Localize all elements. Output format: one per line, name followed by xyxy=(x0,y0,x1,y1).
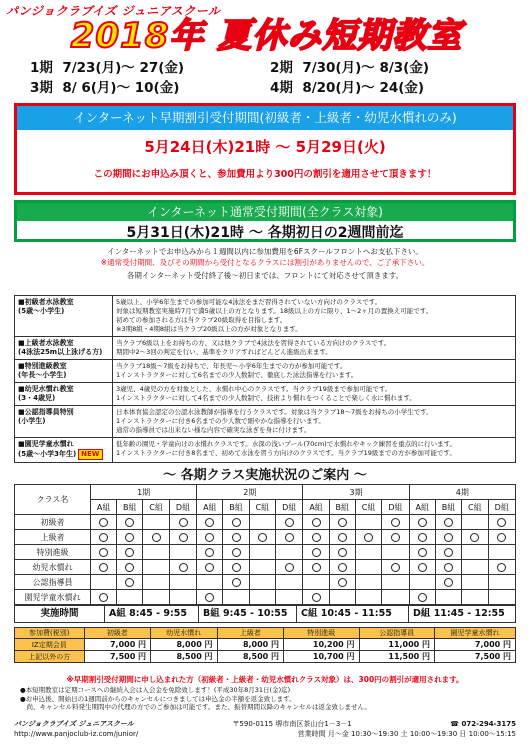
period-2: 2期 7/30(月)～ 8/3(金) xyxy=(270,60,430,76)
class-description: 3歳児、4歳児の方を対象とした、水慣れ中心のクラスです。当クラブ19級まで参加可能です。 1インストラクターに対して4名までの少人数制で、技術より慣れをつくることで楽しく水に慣れます。 xyxy=(113,383,516,406)
grid-cell xyxy=(117,545,143,560)
grid-cell xyxy=(143,545,169,560)
price-value: 8,500 円 xyxy=(151,651,217,663)
grid-cell xyxy=(169,545,196,560)
available-circle-icon xyxy=(497,518,506,527)
grid-cell xyxy=(462,575,488,590)
grid-row xyxy=(15,545,516,560)
grid-group-header: C組 xyxy=(249,500,275,515)
grid-cell xyxy=(223,545,249,560)
grid-cell xyxy=(197,545,223,560)
price-value: 8,000 円 xyxy=(217,639,283,651)
grid-cell xyxy=(488,515,516,530)
grid-cell xyxy=(382,575,409,590)
available-circle-icon xyxy=(285,518,294,527)
grid-cell xyxy=(488,530,516,545)
early-header: インターネット早期割引受付期間(初級者・上級者・幼児水慣れのみ) xyxy=(17,106,513,130)
info-line-3: 各期インターネット受付終了後～初日までは、フロントにて対応させて頂きます。 xyxy=(126,271,404,280)
class-description-table xyxy=(14,295,516,463)
grid-group-header: B組 xyxy=(223,500,249,515)
price-value: 7,500 円 xyxy=(84,651,150,663)
grid-cell xyxy=(462,560,488,575)
price-header: 参加費(税別) xyxy=(15,628,85,639)
period-3: 3期 8/ 6(月)～ 10(金) xyxy=(30,80,180,96)
grid-cell xyxy=(409,560,435,575)
price-value: 10,700 円 xyxy=(284,651,360,663)
footer-address: 〒590-0115 堺市南区茶山台1－3－1 xyxy=(232,720,352,728)
grid-cell xyxy=(329,575,355,590)
grid-cell xyxy=(409,590,435,605)
grid-cell xyxy=(462,590,488,605)
available-circle-icon xyxy=(312,548,321,557)
grid-cell xyxy=(143,575,169,590)
grid-cell xyxy=(435,590,461,605)
available-circle-icon xyxy=(312,563,321,572)
grid-group-header: D組 xyxy=(169,500,196,515)
available-circle-icon xyxy=(391,563,400,572)
early-dates: 5月24日(木)21時 ～ 5月29日(火) xyxy=(144,138,386,156)
grid-group-header: A組 xyxy=(303,500,329,515)
available-circle-icon xyxy=(312,593,321,602)
normal-header: インターネット通常受付期間(全クラス対象) xyxy=(17,203,513,221)
grid-cell xyxy=(329,560,355,575)
available-circle-icon xyxy=(179,518,188,527)
price-value: 7,500 円 xyxy=(435,651,516,663)
available-circle-icon xyxy=(205,533,214,542)
grid-cell xyxy=(91,590,117,605)
price-row xyxy=(15,639,516,651)
time-slots xyxy=(14,605,516,623)
grid-cell xyxy=(91,560,117,575)
grid-cell xyxy=(117,560,143,575)
grid-cell xyxy=(169,560,196,575)
available-circle-icon xyxy=(418,533,427,542)
grid-cell xyxy=(197,575,223,590)
grid-cell xyxy=(355,575,381,590)
class-row xyxy=(15,383,516,406)
class-row xyxy=(15,360,516,383)
class-description: 当クラブ18級～7級をお持ちで、年長児～小学6年生までの方が参加可能です。 1インストラクターに対して6名までの少人数制で、徹底した泳法指導を行います。 xyxy=(113,360,516,383)
available-circle-icon xyxy=(338,578,347,587)
grid-cell xyxy=(276,560,303,575)
available-circle-icon xyxy=(125,563,134,572)
available-circle-icon xyxy=(232,518,241,527)
available-circle-icon xyxy=(470,533,479,542)
grid-class-name: 幼児水慣れ xyxy=(15,560,91,575)
available-circle-icon xyxy=(99,533,108,542)
class-row xyxy=(15,406,516,438)
grid-cell xyxy=(329,515,355,530)
time-slot-c: C組 10:45 - 11:55 xyxy=(297,606,409,622)
grid-cell xyxy=(223,530,249,545)
grid-cell xyxy=(435,560,461,575)
available-circle-icon xyxy=(258,533,267,542)
time-slot-a: A組 8:45 - 9:55 xyxy=(105,606,199,622)
grid-group-header: B組 xyxy=(117,500,143,515)
available-circle-icon xyxy=(125,533,134,542)
schedule-grid xyxy=(14,484,516,605)
grid-cell xyxy=(488,560,516,575)
available-circle-icon xyxy=(205,548,214,557)
price-header: 園児学童水慣れ xyxy=(435,628,516,639)
class-name: ■幼児水慣れ教室 (3・4歳児) xyxy=(15,383,113,406)
grid-row xyxy=(15,575,516,590)
price-value: 11,000 円 xyxy=(359,639,435,651)
available-circle-icon xyxy=(99,518,108,527)
grid-cell xyxy=(249,515,275,530)
grid-cell xyxy=(435,530,461,545)
class-name: ■特別進級教室 (年長～小学生) xyxy=(15,360,113,383)
price-header: 初級者 xyxy=(84,628,150,639)
available-circle-icon xyxy=(418,593,427,602)
price-value: 8,500 円 xyxy=(217,651,283,663)
available-circle-icon xyxy=(338,548,347,557)
grid-cell xyxy=(249,590,275,605)
grid-period-header: 4期 xyxy=(409,485,515,500)
footer-tel: ☎ 072-294-3175 xyxy=(450,720,516,728)
grid-cell xyxy=(462,530,488,545)
grid-group-header: B組 xyxy=(435,500,461,515)
grid-cell xyxy=(303,545,329,560)
grid-cell xyxy=(197,530,223,545)
price-value: 11,500 円 xyxy=(359,651,435,663)
price-value: 8,000 円 xyxy=(151,639,217,651)
available-circle-icon xyxy=(391,518,400,527)
available-circle-icon xyxy=(444,533,453,542)
grid-cell xyxy=(143,515,169,530)
price-row-label: 上記以外の方 xyxy=(15,651,85,663)
available-circle-icon xyxy=(99,593,108,602)
price-header: 特別進級 xyxy=(284,628,360,639)
grid-cell xyxy=(329,545,355,560)
grid-cell xyxy=(249,575,275,590)
grid-cell xyxy=(409,575,435,590)
grid-cell xyxy=(435,575,461,590)
class-name: ■公認指導員特別 (小学生) xyxy=(15,406,113,438)
grid-group-header: C組 xyxy=(355,500,381,515)
grid-cell xyxy=(117,530,143,545)
grid-group-header: A組 xyxy=(409,500,435,515)
grid-cell xyxy=(409,515,435,530)
grid-group-header: D組 xyxy=(276,500,303,515)
grid-cell xyxy=(355,545,381,560)
grid-cell xyxy=(197,590,223,605)
price-value: 7,000 円 xyxy=(84,639,150,651)
available-circle-icon xyxy=(179,563,188,572)
available-circle-icon xyxy=(125,548,134,557)
grid-cell xyxy=(223,575,249,590)
grid-cell xyxy=(382,590,409,605)
grid-period-header: 3期 xyxy=(303,485,409,500)
grid-cell xyxy=(409,545,435,560)
grid-cell xyxy=(382,530,409,545)
grid-cell xyxy=(276,575,303,590)
grid-cell xyxy=(223,515,249,530)
grid-group-header: A組 xyxy=(197,500,223,515)
grid-cell xyxy=(276,545,303,560)
class-description: 低年齢の園児・学童向けの水慣れクラスです。水深の浅いプール(70cm)で水慣れやキック練習を重点的に行います。 1インストラクターに付き8名まで、初めて水泳を習う方向けのクラスです。当クラブ19級までの方が参加可能です。 xyxy=(113,438,516,463)
brand-name: パンジョクラブイズ ジュニアスクール xyxy=(6,4,221,18)
period-4: 4期 8/20(月)～ 24(金) xyxy=(270,80,425,96)
grid-class-name: 公認指導員 xyxy=(15,575,91,590)
available-circle-icon xyxy=(497,533,506,542)
time-slot-d: D組 11:45 - 12:55 xyxy=(413,608,505,619)
grid-cell xyxy=(329,590,355,605)
class-name: ■初級者水泳教室 (5歳～小学生) xyxy=(15,296,113,337)
grid-cell xyxy=(117,590,143,605)
class-name: ■上級者水泳教室 (4泳法25m以上泳げる方) xyxy=(15,337,113,360)
footer-url[interactable]: http://www.panjoclub-iz.com/junior/ xyxy=(14,730,139,738)
discount-warning: ※早期割引受付期間に申し込まれた方（初級者・上級者・幼児水慣れクラス対象）は、300円の割引が適用されます。 xyxy=(66,675,464,684)
schedule-title: ～ 各期クラス実施状況のご案内 ～ xyxy=(163,468,367,483)
grid-cell xyxy=(91,530,117,545)
grid-group-header: D組 xyxy=(382,500,409,515)
grid-cell xyxy=(143,530,169,545)
grid-cell xyxy=(435,515,461,530)
price-row-label: IZ定期会員 xyxy=(15,639,85,651)
notes xyxy=(20,686,520,712)
class-row xyxy=(15,438,516,463)
grid-cell xyxy=(435,545,461,560)
grid-cell xyxy=(355,590,381,605)
grid-cell xyxy=(488,590,516,605)
grid-cell xyxy=(488,545,516,560)
available-circle-icon xyxy=(338,533,347,542)
available-circle-icon xyxy=(125,578,134,587)
footer-hours: 営業時間 月～金 10:30～19:30 土 10:00～19:30 日 10:00～15:15 xyxy=(297,730,516,738)
available-circle-icon xyxy=(232,563,241,572)
grid-cell xyxy=(329,530,355,545)
grid-cell xyxy=(249,545,275,560)
note-3: 尚、キャンセル料発生期間中の代理の方でのご参加は可能です。また、振替期間以降のキャンセルは返金致しません。 xyxy=(20,703,371,711)
grid-cell xyxy=(382,560,409,575)
page-title: 2018年 夏休み短期教室 xyxy=(70,16,463,56)
available-circle-icon xyxy=(152,533,161,542)
grid-class-name: 園児学童水慣れ xyxy=(15,590,91,605)
grid-class-name: 初級者 xyxy=(15,515,91,530)
grid-row xyxy=(15,560,516,575)
available-circle-icon xyxy=(179,533,188,542)
grid-cell xyxy=(303,530,329,545)
grid-cell xyxy=(169,590,196,605)
grid-cell xyxy=(409,530,435,545)
available-circle-icon xyxy=(205,518,214,527)
available-circle-icon xyxy=(497,563,506,572)
grid-cell xyxy=(462,545,488,560)
grid-row xyxy=(15,515,516,530)
grid-cell xyxy=(303,560,329,575)
price-row xyxy=(15,651,516,663)
grid-cell xyxy=(276,590,303,605)
class-row xyxy=(15,337,516,360)
available-circle-icon xyxy=(338,563,347,572)
grid-cell xyxy=(223,590,249,605)
grid-period-header: 1期 xyxy=(91,485,197,500)
time-slot-b: B組 9:45 - 10:55 xyxy=(199,606,297,622)
grid-cell xyxy=(276,530,303,545)
grid-cell xyxy=(117,575,143,590)
grid-cell xyxy=(143,590,169,605)
available-circle-icon xyxy=(418,563,427,572)
available-circle-icon xyxy=(444,578,453,587)
grid-cell xyxy=(91,545,117,560)
grid-cell xyxy=(169,515,196,530)
normal-dates: 5月31日(木)21時 ～ 各期初日の2週間前迄 xyxy=(126,225,404,241)
grid-cell xyxy=(355,530,381,545)
grid-cell xyxy=(303,515,329,530)
grid-class-header: クラス名 xyxy=(15,485,91,515)
available-circle-icon xyxy=(418,518,427,527)
grid-cell xyxy=(249,530,275,545)
available-circle-icon xyxy=(312,533,321,542)
grid-group-header: D組 xyxy=(488,500,516,515)
grid-cell xyxy=(223,560,249,575)
class-description: 当クラブ6級以上をお持ちの方、又は他クラブで4泳法を習得されている方向けのクラスです。 期間中2～3回の判定を行い、基準をクリアすればどんどん進級出来ます。 xyxy=(113,337,516,360)
price-table xyxy=(14,627,516,663)
grid-cell xyxy=(91,575,117,590)
grid-group-header: A組 xyxy=(91,500,117,515)
grid-cell xyxy=(276,515,303,530)
grid-class-name: 特別進級 xyxy=(15,545,91,560)
grid-cell xyxy=(249,560,275,575)
available-circle-icon xyxy=(232,533,241,542)
available-circle-icon xyxy=(391,533,400,542)
grid-cell xyxy=(197,515,223,530)
available-circle-icon xyxy=(444,548,453,557)
grid-cell xyxy=(197,560,223,575)
grid-group-header: C組 xyxy=(462,500,488,515)
price-value: 7,000 円 xyxy=(435,639,516,651)
grid-cell xyxy=(91,515,117,530)
early-registration-box xyxy=(14,103,516,195)
grid-cell xyxy=(303,590,329,605)
new-badge: NEW xyxy=(78,449,102,460)
grid-cell xyxy=(382,545,409,560)
note-1: ●本短期教室は定期コースへの継続入会は入会金を免除致します！(平成30年8月31日(金)迄) xyxy=(20,686,291,694)
grid-cell xyxy=(382,515,409,530)
available-circle-icon xyxy=(99,563,108,572)
grid-cell xyxy=(355,515,381,530)
class-row xyxy=(15,296,516,337)
grid-cell xyxy=(488,575,516,590)
available-circle-icon xyxy=(99,548,108,557)
available-circle-icon xyxy=(338,518,347,527)
normal-registration-box xyxy=(14,200,516,242)
grid-cell xyxy=(355,560,381,575)
grid-cell xyxy=(143,560,169,575)
grid-period-header: 2期 xyxy=(197,485,303,500)
footer xyxy=(14,719,516,739)
available-circle-icon xyxy=(285,533,294,542)
info-line-2: ※通常受付期間、及びその期間から受付となるクラスには割引がありませんので、ご了承下さい。 xyxy=(100,258,430,267)
period-1: 1期 7/23(月)～ 27(金) xyxy=(30,60,185,76)
class-description: 日本体育協会認定の公認水泳教師が指導を行うクラスです。対象は当クラブ18～7級をお持ちの小学生です。 1インストラクターに付き6名までの少人数で細やかな指導を行います。 通常の指導員では出来ない様な内容で確実な泳ぎを身に付けます。 xyxy=(113,406,516,438)
class-name: ■園児学童水慣れ (5歳～小学3年生) NEW xyxy=(15,438,113,463)
available-circle-icon xyxy=(205,563,214,572)
early-note: この期間にお申込み頂くと、参加費用より300円の割引を適用させて頂きます！ xyxy=(93,169,437,180)
class-description: 5歳以上、小学6年生までの参加可能な4泳法をまだ習得されていない方向けのクラスです。 対象は短期教室実施時7月で満5歳以上の方となります。18級以上の方に限り、1～2ヶ月の置換え可能です。 初めての参加される方は当クラブ20級取得を目指します。 ※3期8組・4期8組は当クラブ20級以上の方が対象となります。 xyxy=(113,296,516,337)
grid-cell xyxy=(169,530,196,545)
available-circle-icon xyxy=(285,563,294,572)
grid-cell xyxy=(169,575,196,590)
price-header: 幼児水慣れ xyxy=(151,628,217,639)
price-header: 上級者 xyxy=(217,628,283,639)
price-value: 10,200 円 xyxy=(284,639,360,651)
grid-class-name: 上級者 xyxy=(15,530,91,545)
grid-cell xyxy=(117,515,143,530)
available-circle-icon xyxy=(364,533,373,542)
grid-group-header: C組 xyxy=(143,500,169,515)
available-circle-icon xyxy=(232,548,241,557)
info-line-1: インターネットでお申込みから１週間以内に参加費用を6Fスクールフロントへお支払下さい。 xyxy=(107,247,423,256)
grid-row xyxy=(15,530,516,545)
grid-group-header: B組 xyxy=(329,500,355,515)
available-circle-icon xyxy=(444,563,453,572)
available-circle-icon xyxy=(125,518,134,527)
available-circle-icon xyxy=(418,548,427,557)
footer-name: パンジョクラブイズ ジュニアスクール xyxy=(14,720,134,728)
grid-row xyxy=(15,590,516,605)
note-2: ●お申込後、開始日の1週間前からのキャンセルにつきましては申込金の半額を返金致します。 xyxy=(20,694,296,703)
available-circle-icon xyxy=(232,578,241,587)
available-circle-icon xyxy=(444,518,453,527)
grid-cell xyxy=(462,515,488,530)
available-circle-icon xyxy=(205,593,214,602)
price-header: 公認指導員 xyxy=(359,628,435,639)
available-circle-icon xyxy=(312,518,321,527)
grid-cell xyxy=(303,575,329,590)
time-label: 実施時間 xyxy=(15,606,105,622)
